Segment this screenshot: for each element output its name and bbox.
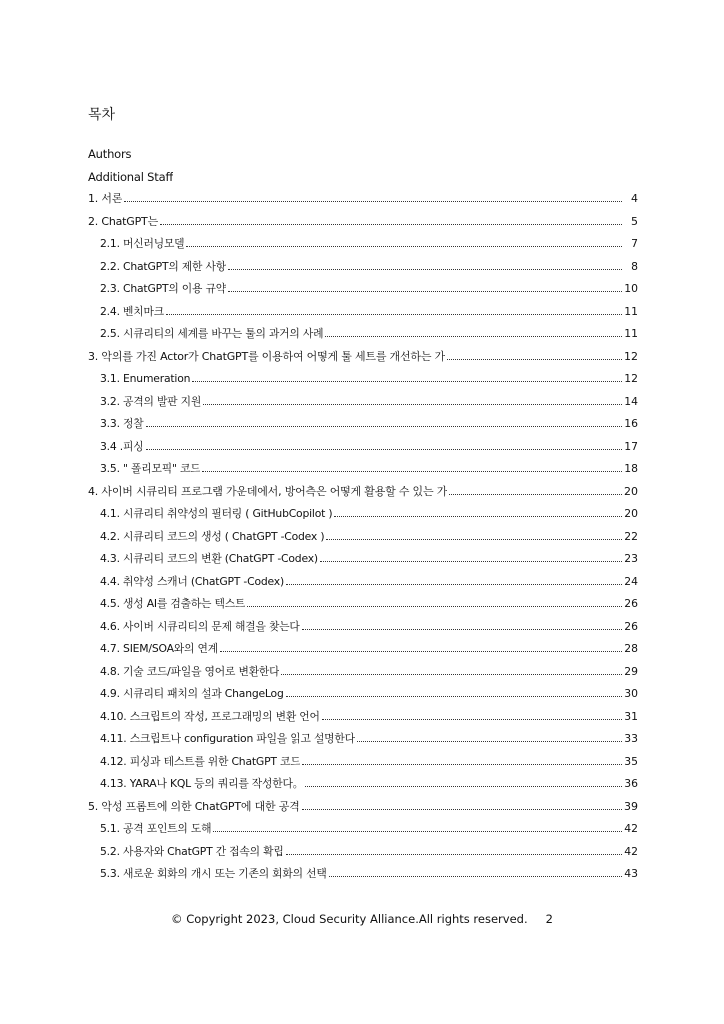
toc-entry-page-number: 14 <box>624 394 638 408</box>
toc-dot-leader <box>305 786 622 787</box>
toc-entry-page-number: 43 <box>624 867 638 880</box>
toc-entry-label: 4.10. 스크립트의 작성, 프로그래밍의 변환 언어 <box>100 709 320 723</box>
toc-dot-leader <box>213 831 622 832</box>
toc-dot-leader <box>447 359 622 360</box>
page-number: 2 <box>545 912 553 926</box>
toc-entry-label: 3.1. Enumeration <box>100 372 191 385</box>
toc-entry-page-number: 30 <box>624 687 638 700</box>
page-title: 목차 <box>88 107 116 123</box>
toc-entry-label: 2.4. 벤치마크 <box>100 304 164 318</box>
toc-entry-label: 1. 서론 <box>88 192 123 205</box>
toc-entry-page-number: 12 <box>624 372 638 385</box>
toc-entry-label: 5.2. 사용자와 ChatGPT 간 접속의 확립 <box>100 844 284 858</box>
toc-entry-page-number: 4 <box>631 192 638 205</box>
toc-entry-label: 3.4 .피싱 <box>100 439 144 453</box>
toc-entry-label: Additional Staff <box>88 169 174 184</box>
toc-dot-leader <box>302 809 622 810</box>
toc-entry-label: 4.13. YARA나 KQL 등의 쿼리를 작성한다。 <box>100 777 304 790</box>
toc-dot-leader <box>286 584 622 585</box>
toc-dot-leader <box>357 741 622 742</box>
toc-entry-label: 5.1. 공격 포인트의 도해 <box>100 822 212 835</box>
toc-dot-leader <box>124 201 622 202</box>
toc-entry-page-number: 5 <box>631 214 638 228</box>
toc-entry-label: 3.5. " 폴리모픽" 코드 <box>100 462 201 475</box>
toc-dot-leader <box>302 629 622 630</box>
toc-entry[interactable] <box>88 706 638 729</box>
toc-entry-label: 5.3. 새로운 회화의 개시 또는 기존의 회화의 선택 <box>100 867 327 880</box>
toc-dot-leader <box>192 381 622 382</box>
toc-entry-page-number: 16 <box>624 417 638 430</box>
toc-entry-label: 3.3. 정찰 <box>100 417 144 430</box>
toc-entry[interactable] <box>88 368 638 391</box>
toc-dot-leader <box>286 854 622 855</box>
toc-entry[interactable] <box>88 616 638 639</box>
toc-entry[interactable] <box>88 413 638 436</box>
toc-entry[interactable] <box>88 841 638 864</box>
toc-entry[interactable] <box>88 346 638 369</box>
toc-entry-label: 2.2. ChatGPT의 제한 사항 <box>100 259 226 273</box>
toc-entry[interactable] <box>88 233 638 256</box>
toc-entry-label: 5. 악성 프롬트에 의한 ChatGPT에 대한 공격 <box>88 799 300 813</box>
toc-entry-label: 3. 악의를 가진 Actor가 ChatGPT를 이용하여 어떻게 툴 세트를 개선하는 가 <box>88 349 445 363</box>
toc-entry-label: Authors <box>88 147 132 161</box>
toc-entry[interactable] <box>88 301 638 324</box>
toc-entry-page-number: 7 <box>631 237 638 250</box>
toc-entry[interactable] <box>88 166 638 189</box>
toc-entry-page-number: 26 <box>624 597 638 610</box>
toc-dot-leader <box>334 516 622 517</box>
toc-entry-label: 2.5. 시큐리티의 세계를 바꾸는 툴의 과거의 사례 <box>100 327 324 340</box>
toc-entry-page-number: 18 <box>624 462 638 475</box>
toc-dot-leader <box>146 449 623 450</box>
toc-dot-leader <box>228 269 622 270</box>
toc-entry[interactable] <box>88 571 638 594</box>
toc-dot-leader <box>146 426 623 427</box>
toc-entry[interactable] <box>88 278 638 301</box>
toc-entry[interactable] <box>88 526 638 549</box>
toc-entry-label: 2.3. ChatGPT의 이용 규약 <box>100 282 226 295</box>
toc-entry-page-number: 17 <box>624 439 638 453</box>
toc-entry-label: 4.2. 시큐리티 코드의 생성 ( ChatGPT -Codex ) <box>100 529 325 543</box>
toc-entry-page-number: 36 <box>624 777 638 790</box>
toc-entry-page-number: 8 <box>631 259 638 273</box>
toc-dot-leader <box>325 336 622 337</box>
toc-entry-label: 4.6. 사이버 시큐리티의 문제 해결을 찾는다 <box>100 619 300 633</box>
toc-entry-label: 4.11. 스크립트나 configuration 파일을 읽고 설명한다 <box>100 732 355 745</box>
toc-dot-leader <box>320 561 622 562</box>
toc-entry-page-number: 20 <box>624 507 638 520</box>
toc-dot-leader <box>329 876 622 877</box>
toc-entry-label: 4.4. 취약성 스캐너 (ChatGPT -Codex) <box>100 574 284 588</box>
toc-dot-leader <box>166 314 622 315</box>
toc-dot-leader <box>281 674 622 675</box>
toc-entry[interactable] <box>88 188 638 211</box>
toc-dot-leader <box>160 224 622 225</box>
toc-entry-page-number: 20 <box>624 484 638 498</box>
table-of-contents <box>88 143 638 886</box>
toc-entry-page-number: 42 <box>624 822 638 835</box>
toc-entry[interactable] <box>88 593 638 616</box>
toc-entry[interactable] <box>88 796 638 819</box>
toc-entry[interactable] <box>88 256 638 279</box>
toc-entry-label: 3.2. 공격의 발판 지원 <box>100 394 202 408</box>
toc-entry[interactable] <box>88 863 638 886</box>
toc-dot-leader <box>326 539 622 540</box>
toc-entry-label: 4.9. 시큐리티 패치의 설과 ChangeLog <box>100 687 284 700</box>
toc-entry-label: 4. 사이버 시큐리티 프로그램 가운데에서, 방어측은 어떻게 활용할 수 있는 가 <box>88 484 448 498</box>
toc-entry[interactable] <box>88 211 638 234</box>
toc-entry[interactable] <box>88 323 638 346</box>
toc-entry[interactable] <box>88 818 638 841</box>
toc-entry[interactable] <box>88 436 638 459</box>
toc-entry-page-number: 22 <box>624 529 638 543</box>
toc-entry-page-number: 26 <box>624 619 638 633</box>
toc-dot-leader <box>449 494 622 495</box>
toc-entry-page-number: 24 <box>624 574 638 588</box>
toc-dot-leader <box>322 719 622 720</box>
toc-entry[interactable] <box>88 638 638 661</box>
toc-entry[interactable] <box>88 773 638 796</box>
toc-entry-page-number: 29 <box>624 664 638 678</box>
toc-entry-page-number: 31 <box>624 709 638 723</box>
toc-entry-label: 2. ChatGPT는 <box>88 214 159 228</box>
toc-entry[interactable] <box>88 143 638 166</box>
toc-dot-leader <box>228 291 622 292</box>
toc-entry[interactable] <box>88 548 638 571</box>
toc-entry[interactable] <box>88 458 638 481</box>
toc-entry-page-number: 23 <box>624 552 638 565</box>
toc-entry-label: 4.8. 기술 코드/파일을 영어로 변환한다 <box>100 664 280 678</box>
toc-entry-label: 4.3. 시큐리티 코드의 변환 (ChatGPT -Codex) <box>100 552 318 565</box>
toc-entry[interactable] <box>88 683 638 706</box>
toc-entry-page-number: 39 <box>624 799 638 813</box>
toc-dot-leader <box>203 404 622 405</box>
toc-entry[interactable] <box>88 503 638 526</box>
toc-dot-leader <box>186 246 622 247</box>
toc-entry-page-number: 33 <box>624 732 638 745</box>
toc-entry-label: 4.7. SIEM/SOA와의 연계 <box>100 642 218 655</box>
toc-entry-page-number: 35 <box>624 754 638 768</box>
toc-entry-page-number: 11 <box>624 304 638 318</box>
toc-entry-label: 2.1. 머신러닝모델 <box>100 237 185 250</box>
toc-entry-page-number: 12 <box>624 349 638 363</box>
toc-dot-leader <box>247 606 622 607</box>
toc-entry[interactable] <box>88 751 638 774</box>
toc-entry[interactable] <box>88 661 638 684</box>
toc-entry-label: 4.12. 피싱과 테스트를 위한 ChatGPT 코드 <box>100 754 301 768</box>
page-footer <box>0 912 724 926</box>
copyright-notice: © Copyright 2023, Cloud Security Alliance.All rights reserved. <box>171 912 528 926</box>
toc-entry[interactable] <box>88 481 638 504</box>
toc-entry-page-number: 42 <box>624 844 638 858</box>
toc-entry-page-number: 28 <box>624 642 638 655</box>
toc-entry-label: 4.5. 생성 AI를 검출하는 텍스트 <box>100 597 246 610</box>
toc-dot-leader <box>202 471 622 472</box>
toc-dot-leader <box>220 651 622 652</box>
toc-dot-leader <box>286 696 622 697</box>
toc-entry-page-number: 10 <box>624 282 638 295</box>
toc-entry[interactable] <box>88 728 638 751</box>
toc-entry-page-number: 11 <box>624 327 638 340</box>
toc-entry-label: 4.1. 시큐리티 취약성의 필터링 ( GitHubCopilot ) <box>100 507 333 520</box>
toc-dot-leader <box>302 764 622 765</box>
toc-entry[interactable] <box>88 391 638 414</box>
